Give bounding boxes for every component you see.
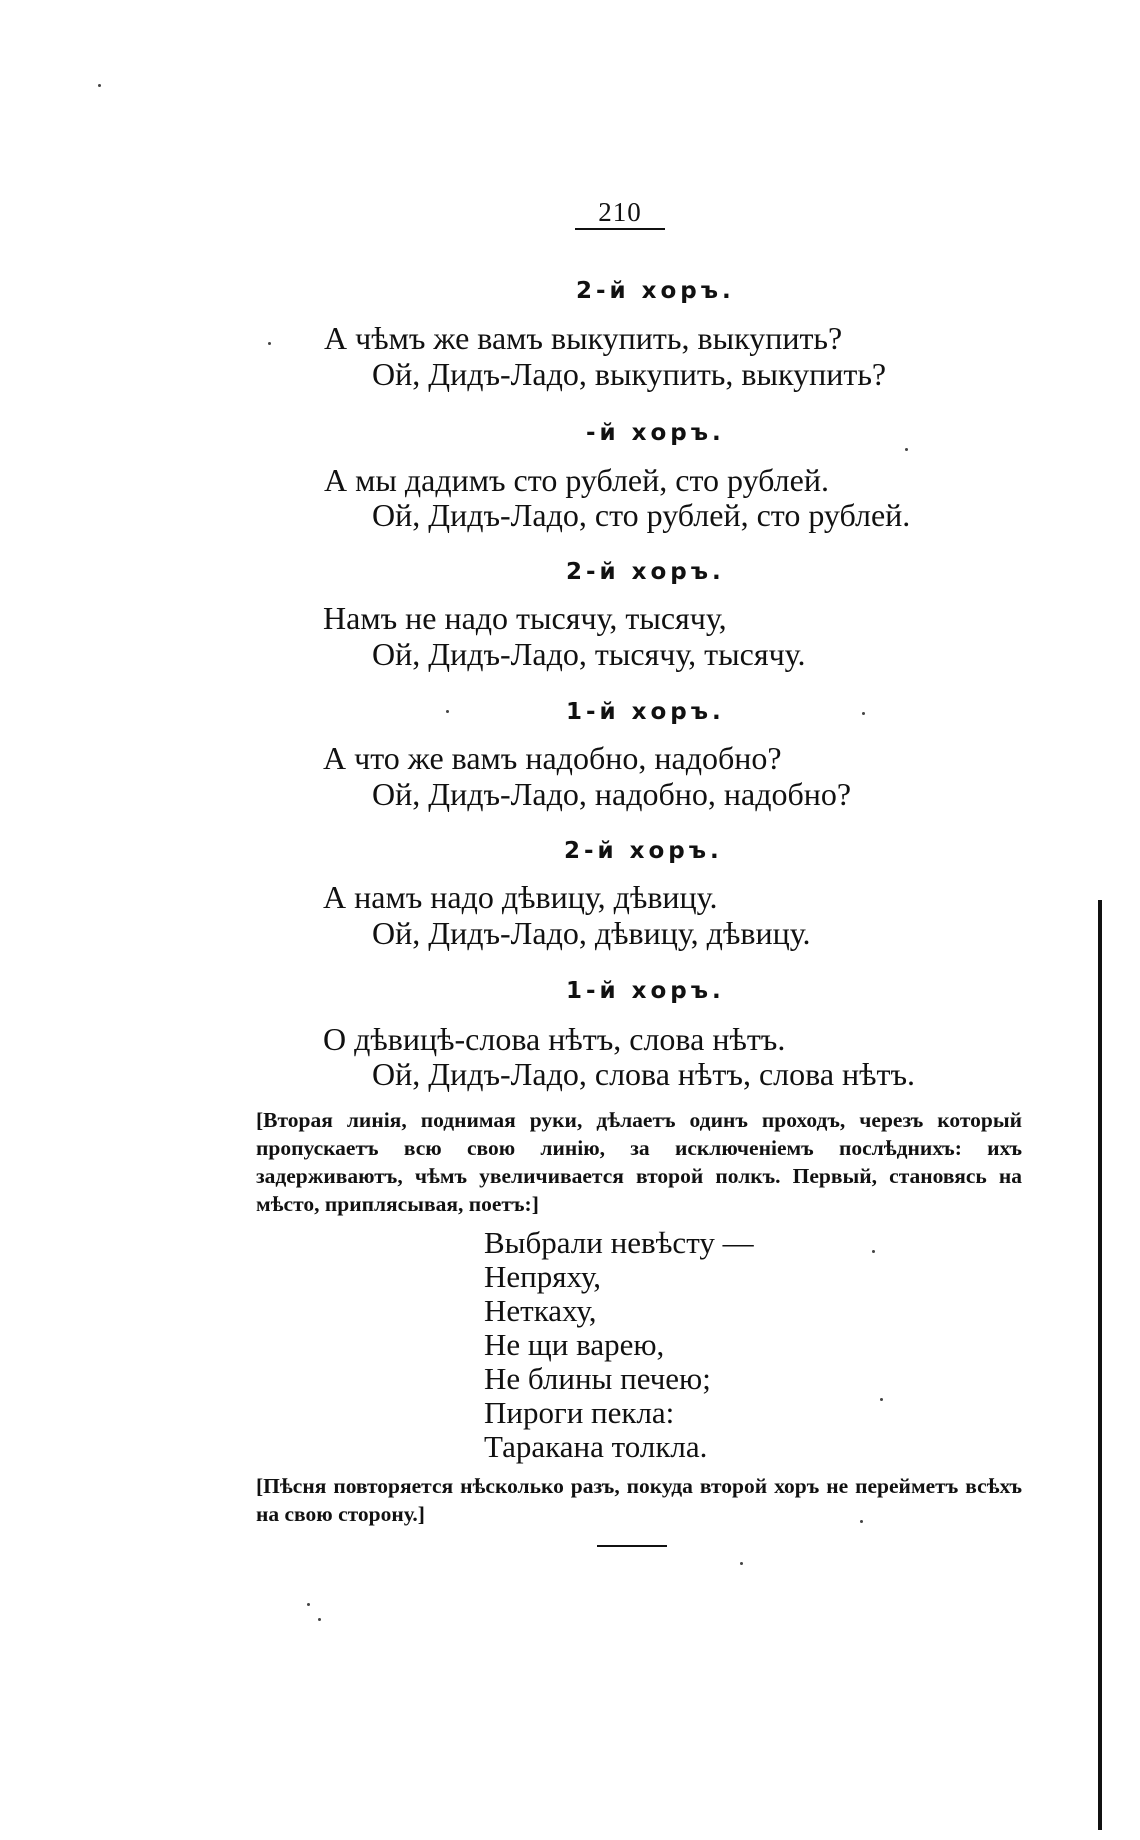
verse-line: А что же вамъ надобно, надобно?	[323, 740, 782, 776]
song-line: Выбрали невѣсту —	[484, 1225, 754, 1260]
verse-line: О дѣвицѣ-слова нѣтъ, слова нѣтъ.	[323, 1021, 786, 1057]
chorus-heading: 2-й хоръ.	[564, 838, 723, 864]
scan-speck	[446, 710, 449, 713]
scan-edge-shadow	[1098, 900, 1102, 1830]
page-number: 210	[575, 196, 665, 230]
verse-line-refrain: Ой, Дидъ-Ладо, сто рублей, сто рублей.	[372, 497, 911, 533]
scan-speck	[862, 712, 865, 715]
scan-speck	[740, 1562, 743, 1565]
verse-line-refrain: Ой, Дидъ-Ладо, дѣвицу, дѣвицу.	[372, 915, 811, 951]
verse-line: А намъ надо дѣвицу, дѣвицу.	[323, 879, 718, 915]
chorus-heading: 1-й хоръ.	[566, 978, 725, 1004]
verse-line: Намъ не надо тысячу, тысячу,	[323, 600, 727, 636]
chorus-heading: 2-й хоръ.	[566, 559, 725, 585]
song-line: Неткаху,	[484, 1293, 597, 1328]
scan-speck	[98, 84, 101, 87]
verse-line-refrain: Ой, Дидъ-Ладо, тысячу, тысячу.	[372, 636, 806, 672]
song-line: Не щи варею,	[484, 1327, 665, 1362]
scan-speck	[318, 1618, 321, 1621]
scan-speck	[880, 1398, 883, 1401]
chorus-heading: 2-й хоръ.	[576, 278, 735, 304]
song-line: Непряху,	[484, 1259, 601, 1294]
stage-direction: [Вторая линія, поднимая руки, дѣлаетъ одинъ проходъ, черезъ который пропускаетъ всю свою линію, за исключеніемъ послѣднихъ: ихъ задерживаютъ, чѣмъ увеличивается второй полкъ. Первый, становясь на мѣсто, приплясывая, поетъ:]	[256, 1108, 1022, 1216]
chorus-heading: 1-й хоръ.	[566, 699, 725, 725]
chorus-heading: -й хоръ.	[586, 420, 725, 446]
scan-speck	[872, 1250, 875, 1253]
verse-line: А чѣмъ же вамъ выкупить, выкупить?	[324, 320, 843, 356]
stage-direction-closing: [Пѣсня повторяется нѣсколько разъ, покуда второй хоръ не перейметъ всѣхъ на свою сторону.]	[256, 1474, 1022, 1526]
song-line: Не блины печею;	[484, 1361, 711, 1396]
verse-line: А мы дадимъ сто рублей, сто рублей.	[324, 462, 829, 498]
verse-line-refrain: Ой, Дидъ-Ладо, слова нѣтъ, слова нѣтъ.	[372, 1056, 916, 1092]
scan-speck	[860, 1520, 863, 1523]
verse-line-refrain: Ой, Дидъ-Ладо, выкупить, выкупить?	[372, 356, 887, 392]
scan-speck	[268, 342, 271, 345]
scan-speck	[307, 1603, 310, 1606]
scan-speck	[905, 448, 908, 451]
end-rule	[597, 1545, 667, 1547]
verse-line-refrain: Ой, Дидъ-Ладо, надобно, надобно?	[372, 776, 852, 812]
song-line: Пироги пекла:	[484, 1395, 675, 1430]
song-line: Таракана толкла.	[484, 1429, 708, 1464]
